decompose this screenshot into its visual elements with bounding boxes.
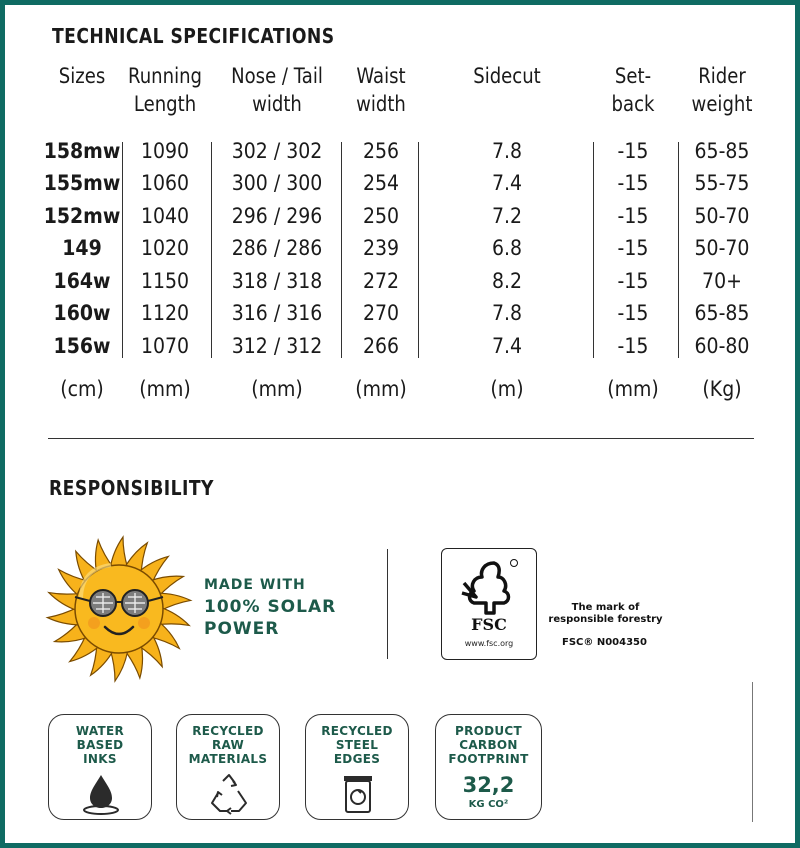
table-cell: 7.8 — [491, 301, 523, 325]
badge-carbon-line-1: PRODUCT — [454, 724, 523, 738]
responsibility-title: RESPONSIBILITY — [49, 476, 214, 500]
badge-product-carbon-footprint — [435, 714, 542, 820]
table-cell: 8.2 — [491, 269, 523, 293]
table-cell: 7.4 — [491, 171, 523, 195]
fsc-url: www.fsc.org — [464, 639, 514, 648]
table-cell: 1120 — [140, 301, 190, 325]
specs-title: TECHNICAL SPECIFICATIONS — [52, 24, 335, 48]
column-divider — [418, 142, 419, 358]
carbon-value: 32,2 — [462, 773, 515, 797]
table-cell: 250 — [362, 204, 400, 228]
responsibility-divider — [387, 549, 388, 659]
table-cell: 70+ — [702, 269, 742, 293]
solar-power-text — [204, 574, 336, 640]
unit-label: (mm) — [355, 377, 407, 401]
table-cell: 1070 — [140, 334, 190, 358]
table-cell: 318 / 318 — [231, 269, 323, 293]
column-header-1-line-1: Running — [127, 64, 203, 88]
badge-carbon-line-2: CARBON — [459, 738, 518, 752]
table-cell: 1040 — [140, 204, 190, 228]
unit-label: (mm) — [251, 377, 303, 401]
size-label: 156w — [53, 334, 111, 358]
badge-raw-text — [177, 724, 279, 766]
badge-water-line-3: INKS — [83, 752, 117, 766]
sun-ray — [110, 537, 128, 569]
column-header-2-line-1: Nose / Tail — [231, 64, 323, 88]
table-cell: -15 — [617, 301, 649, 325]
fsc-license-code: FSC® N004350 — [562, 637, 647, 648]
column-header-5-line-1: Set- — [614, 64, 652, 88]
table-cell: 7.4 — [491, 334, 523, 358]
column-header-4-line-1: Sidecut — [473, 64, 541, 88]
badge-raw-line-3: MATERIALS — [188, 752, 268, 766]
unit-label: (mm) — [139, 377, 191, 401]
badge-carbon-line-3: FOOTPRINT — [448, 752, 529, 766]
fsc-mark-text — [548, 602, 663, 626]
table-cell: -15 — [617, 204, 649, 228]
badge-carbon-text — [436, 724, 541, 766]
table-cell: 50-70 — [694, 236, 750, 260]
column-header-6-line-2: weight — [691, 92, 753, 116]
fsc-label: FSC — [471, 615, 507, 634]
badge-recycled-steel-edges — [305, 714, 409, 820]
unit-label: (mm) — [607, 377, 659, 401]
badge-water-text — [49, 724, 151, 766]
table-cell: 239 — [362, 236, 400, 260]
table-cell: 1060 — [140, 171, 190, 195]
table-cell: 256 — [362, 139, 400, 163]
table-cell: 270 — [362, 301, 400, 325]
badge-raw-line-1: RECYCLED — [192, 724, 264, 738]
table-cell: 65-85 — [694, 301, 750, 325]
unit-label: (m) — [490, 377, 524, 401]
table-cell: 55-75 — [694, 171, 750, 195]
column-divider — [211, 142, 212, 358]
column-header-3-line-1: Waist — [356, 64, 406, 88]
recycle-icon — [209, 773, 249, 815]
solar-line-2: 100% SOLAR — [204, 597, 337, 617]
size-label: 158mw — [43, 139, 121, 163]
fsc-tree-icon — [454, 557, 524, 615]
section-divider — [48, 438, 754, 439]
size-label: 152mw — [43, 204, 121, 228]
right-edge-line — [752, 682, 753, 822]
recycle-bin-icon — [338, 773, 378, 815]
column-header-1-line-2: Length — [133, 92, 197, 116]
unit-label: (cm) — [60, 377, 104, 401]
table-cell: 7.8 — [491, 139, 523, 163]
table-cell: -15 — [617, 171, 649, 195]
badge-recycled-raw-materials — [176, 714, 280, 820]
badge-water-line-2: BASED — [76, 738, 124, 752]
fsc-logo — [441, 548, 537, 660]
table-cell: 296 / 296 — [231, 204, 323, 228]
column-header-0-line-1: Sizes — [58, 64, 106, 88]
table-cell: 65-85 — [694, 139, 750, 163]
column-header-3-line-2: width — [356, 92, 406, 116]
column-divider — [593, 142, 594, 358]
table-cell: 6.8 — [491, 236, 523, 260]
column-header-6-line-1: Rider — [698, 64, 746, 88]
column-header-2-line-2: width — [252, 92, 302, 116]
solar-line-1: MADE WITH — [204, 577, 306, 593]
badge-steel-line-3: EDGES — [333, 752, 381, 766]
table-cell: -15 — [617, 334, 649, 358]
sun-icon — [44, 534, 194, 684]
sun-ray — [110, 649, 128, 681]
table-cell: 254 — [362, 171, 400, 195]
carbon-unit: KG CO² — [468, 799, 509, 810]
table-cell: 312 / 312 — [231, 334, 323, 358]
solar-line-3: POWER — [204, 619, 280, 639]
table-cell: 316 / 316 — [231, 301, 323, 325]
badge-raw-line-2: RAW — [211, 738, 245, 752]
table-cell: 1020 — [140, 236, 190, 260]
badge-water-based-inks — [48, 714, 152, 820]
badge-steel-text — [306, 724, 408, 766]
unit-label: (Kg) — [702, 377, 742, 401]
column-divider — [341, 142, 342, 358]
table-cell: 7.2 — [491, 204, 523, 228]
column-divider — [122, 142, 123, 358]
table-cell: 1150 — [140, 269, 190, 293]
badge-steel-line-1: RECYCLED — [321, 724, 393, 738]
fsc-mark-line-1: The mark of — [571, 602, 640, 613]
fsc-mark-line-2: responsible forestry — [548, 614, 663, 625]
size-label: 160w — [53, 301, 111, 325]
badge-water-line-1: WATER — [75, 724, 125, 738]
table-cell: 1090 — [140, 139, 190, 163]
table-cell: -15 — [617, 269, 649, 293]
size-label: 149 — [62, 236, 102, 260]
table-cell: 50-70 — [694, 204, 750, 228]
table-cell: 286 / 286 — [231, 236, 323, 260]
table-cell: 60-80 — [694, 334, 750, 358]
table-cell: 300 / 300 — [231, 171, 323, 195]
size-label: 155mw — [43, 171, 121, 195]
table-cell: 266 — [362, 334, 400, 358]
water-drop-icon — [81, 773, 121, 815]
column-divider — [678, 142, 679, 358]
badge-steel-line-2: STEEL — [335, 738, 379, 752]
table-cell: 302 / 302 — [231, 139, 323, 163]
table-cell: 272 — [362, 269, 400, 293]
table-cell: -15 — [617, 139, 649, 163]
size-label: 164w — [53, 269, 111, 293]
column-header-5-line-2: back — [611, 92, 655, 116]
table-cell: -15 — [617, 236, 649, 260]
